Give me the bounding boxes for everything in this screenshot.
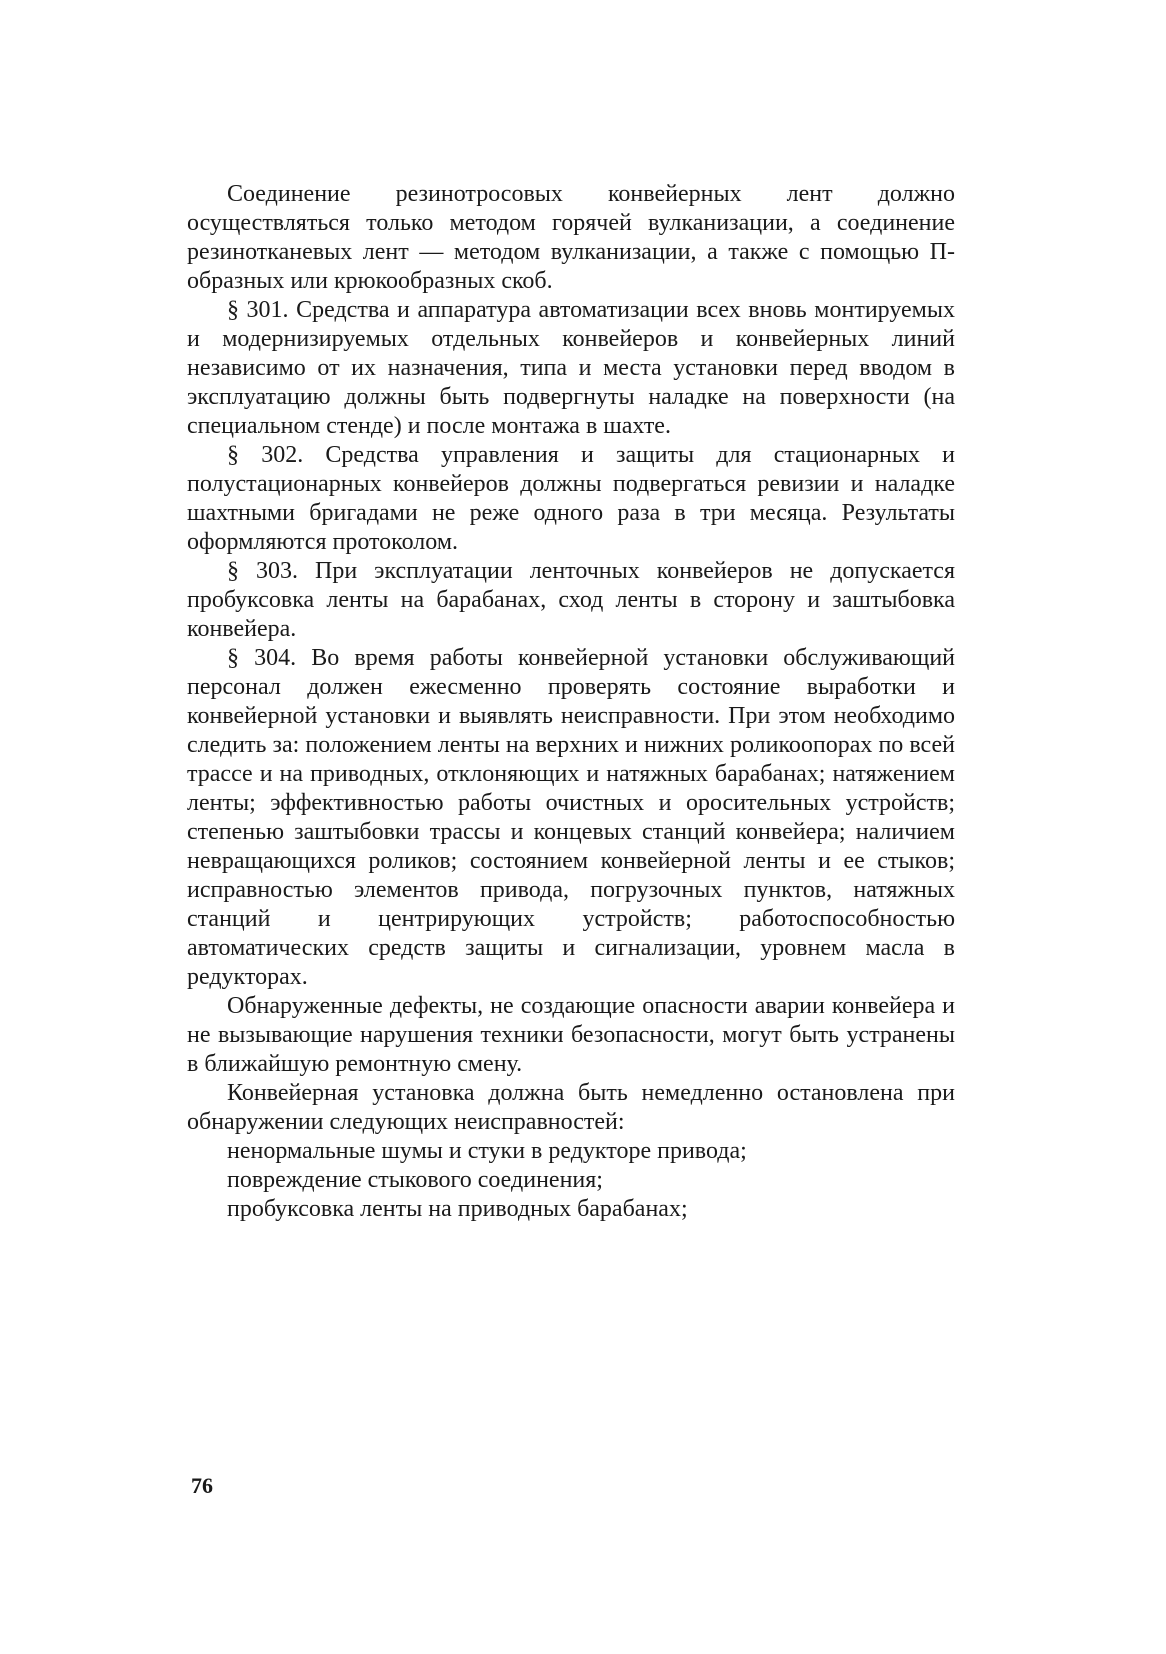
paragraph-303: § 303. При эксплуатации ленточных конвейеров не допускается пробуксовка ленты на барабанах, сход ленты в сторону и заштыбовка конвейера. <box>187 558 955 642</box>
page-number: 76 <box>191 1473 213 1498</box>
paragraph-defects: Обнаруженные дефекты, не создающие опасности аварии конвейера и не вызывающие нарушения техники безопасности, могут быть устранены в ближайшую ремонтную смену. <box>187 993 955 1077</box>
body-text <box>187 180 955 1224</box>
list-item: пробуксовка ленты на приводных барабанах; <box>227 1196 688 1222</box>
list-item: повреждение стыкового соединения; <box>227 1167 603 1193</box>
paragraph-302: § 302. Средства управления и защиты для стационарных и полустационарных конвейеров должны подвергаться ревизии и наладке шахтными бригадами не реже одного раза в три месяца. Результаты оформляются протоколом. <box>187 442 955 555</box>
paragraph-belt-joining: Соединение резинотросовых конвейерных лент должно осуществляться только методом горячей вулканизации, а соединение резинотканевых лент — методом вулканизации, а также с помощью П-образных или крюкообразных скоб. <box>187 181 955 294</box>
list-item: ненормальные шумы и стуки в редукторе привода; <box>227 1138 747 1164</box>
paragraph-304: § 304. Во время работы конвейерной установки обслуживающий персонал должен ежесменно проверять состояние выработки и конвейерной установки и выявлять неисправности. При этом необходимо следить за: положением ленты на верхних и нижних роликоопорах по всей трассе и на приводных, отклоняющих и натяжных барабанах; натяжением ленты; эффективностью работы очистных и оросительных устройств; степенью заштыбовки трассы и концевых станций конвейера; наличием невращающихся роликов; состоянием конвейерной ленты и ее стыков; исправностью элементов привода, погрузочных пунктов, натяжных станций и центрирующих устройств; работоспособностью автоматических средств защиты и сигнализации, уровнем масла в редукторах. <box>187 645 955 990</box>
paragraph-stop-conditions: Конвейерная установка должна быть немедленно остановлена при обнаружении следующих неисправностей: <box>187 1080 955 1135</box>
paragraph-301: § 301. Средства и аппаратура автоматизации всех вновь монтируемых и модернизируемых отдельных конвейеров и конвейерных линий независимо от их назначения, типа и места установки перед вводом в эксплуатацию должны быть подвергнуты наладке на поверхности (на специальном стенде) и после монтажа в шахте. <box>187 297 955 439</box>
